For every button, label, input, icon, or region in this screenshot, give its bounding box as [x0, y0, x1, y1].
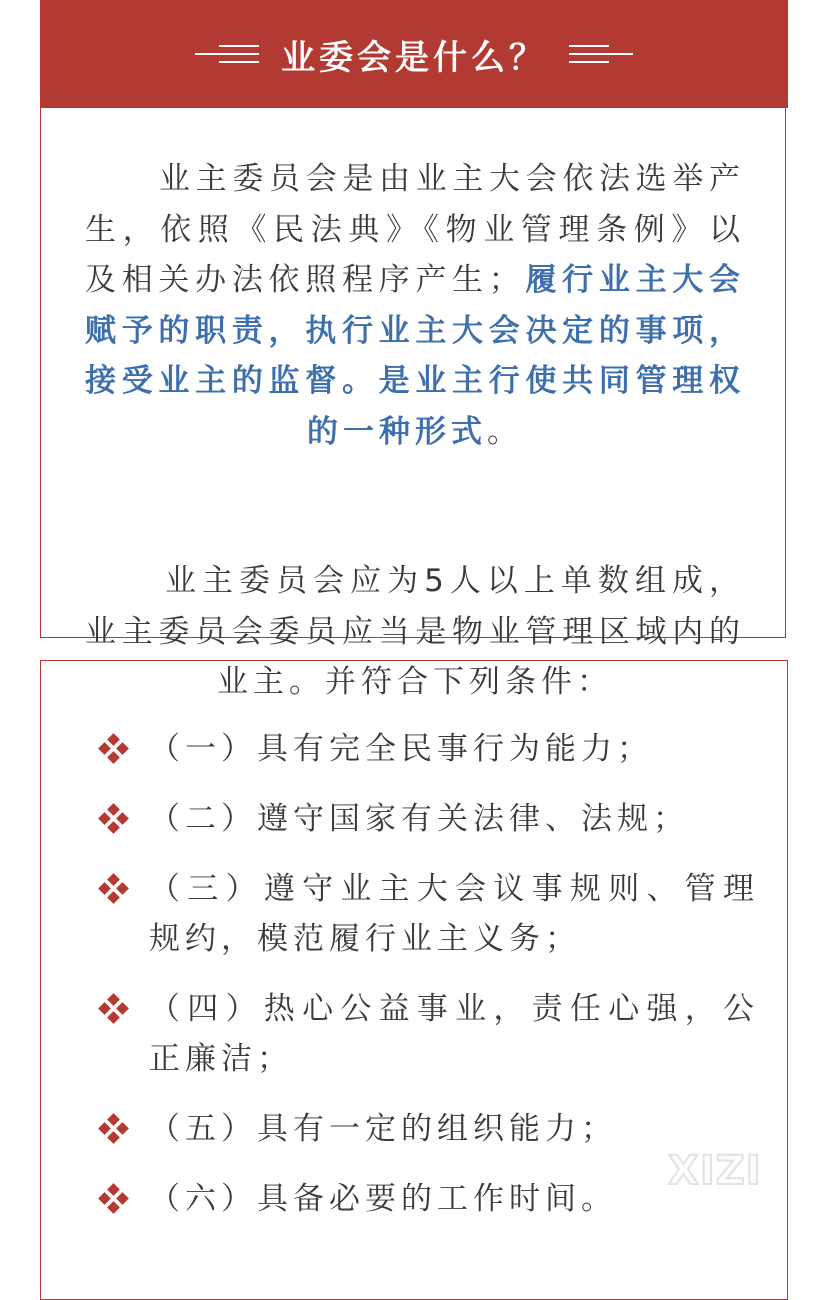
intro-text-highlight: 履行业主大会赋予的职责，执行业主大会决定的事项，接受业主的监督。是业主行使共同管理权的一种形式: [85, 262, 746, 450]
header-decoration-left: [195, 42, 259, 66]
list-item: [99, 794, 759, 844]
condition-text: （二）遵守国家有关法律、法规；: [149, 801, 689, 837]
condition-text: （四）热心公益事业，责任心强，公正廉洁；: [149, 991, 759, 1077]
list-item: [99, 724, 759, 774]
diamond-bullet-icon: [99, 804, 129, 834]
intro-box: [40, 108, 786, 700]
diamond-bullet-icon: [99, 734, 129, 764]
intro-paragraph: [85, 154, 745, 457]
list-item: [99, 984, 759, 1084]
condition-text: （六）具备必要的工作时间。: [149, 1181, 617, 1217]
condition-text: （一）具有完全民事行为能力；: [149, 731, 653, 767]
composition-paragraph: 业主委员会应为5人以上单数组成，业主委员会委员应当是物业管理区域内的业主。并符合下列条件：: [85, 563, 745, 700]
watermark-logo: XIZI: [668, 1148, 762, 1194]
diamond-bullet-icon: [99, 1114, 129, 1144]
list-item: [99, 864, 759, 964]
conditions-box: [40, 660, 788, 1300]
intro-text-plain: 业主委员会是由业主大会依法选举产生，依照《民法典》《物业管理条例》以及相关办法依照程序产生；: [85, 161, 745, 298]
list-item: [99, 1104, 759, 1154]
condition-text: （三）遵守业主大会议事规则、管理规约，模范履行业主义务；: [149, 871, 759, 957]
diamond-bullet-icon: [99, 874, 129, 904]
diamond-bullet-icon: [99, 1184, 129, 1214]
condition-text: （五）具有一定的组织能力；: [149, 1111, 617, 1147]
section-header: [40, 0, 788, 108]
list-item: [99, 1174, 759, 1224]
header-decoration-right: [569, 42, 633, 66]
diamond-bullet-icon: [99, 994, 129, 1024]
intro-text-end: 。: [487, 413, 523, 450]
conditions-list: [99, 724, 759, 1244]
section-title: 业委会是什么？: [281, 37, 547, 78]
